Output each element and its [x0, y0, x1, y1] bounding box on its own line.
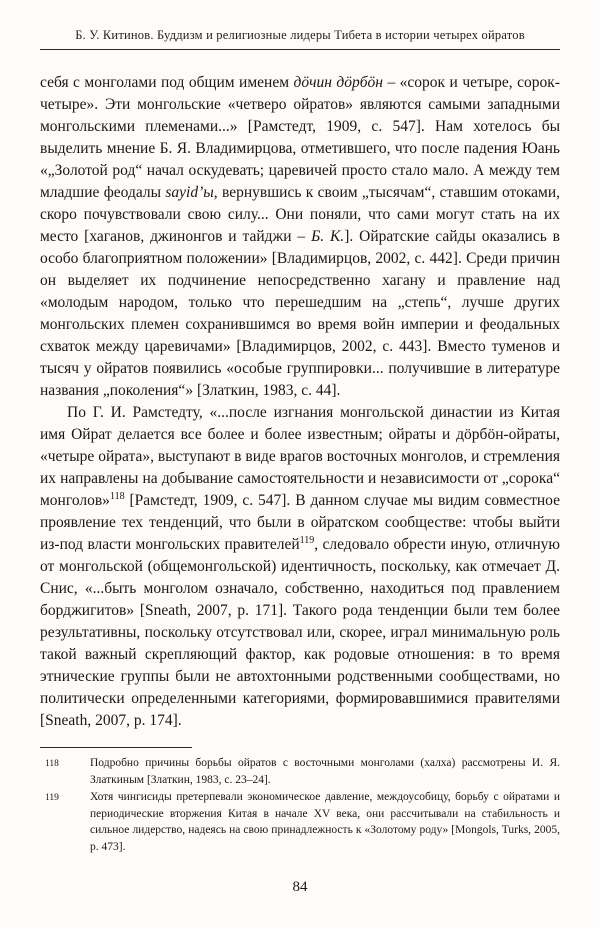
text-run: [Рамстедт, 1909, с. 547]. В данном случае мы видим совместное проявление тех тенденций, что были в ойратском сообществе: чтобы выйти из-под власти монгольских правителей: [40, 492, 560, 553]
text-run: ]. Ойратские сайды оказались в особо благоприятном положении» [Владимирцов, 2002, с. 442]. Среди причин он выделяет их подчинение непосредственно хагану и правление над «молодым народом, только что перешедшим на „степь“, лучше других монгольских племен сохранившимся во время войн империи и феодальных схваток между царевичами» [Владимирцов, 2002, с. 443]. Вместо туменов и тысяч у ойратов появились «особые группировки... получившие в литературе названия „поколения“» [Златкин, 1983, с. 44].: [40, 228, 560, 399]
paragraph: [40, 72, 560, 402]
text-run: , следовало обрести иную, отличную от монгольской (общемонгольской) идентичность, поскольку, как отмечает Д. Снис, «...быть монголом означало, собственно, находиться под правлением борджигитов» [Sneath, 2007, p. 171]. Такого рода тенденции были тем более результативны, поскольку отсутствовал или, скорее, играл минимальную роль такой важный скрепляющий фактор, как родовые отношения: в то время этнические группы были не автохтонными родственными сообществами, но политически определенными категориями, формировавшимися правителями [Sneath, 2007, p. 174].: [40, 536, 560, 729]
footnote-text: Хотя чингисиды претерпевали экономическое давление, междоусобицу, борьбу с ойратами и периодические вторжения Китая в начале XV века, они рассчитывали на стабильность и сильное лидерство, надеясь на свою принадлежность к «Золотому роду» [Mongols, Turks, 2005, p. 473].: [90, 791, 560, 853]
footnotes: [40, 755, 560, 855]
footnote-number: 119: [45, 793, 59, 803]
footnote: [40, 789, 560, 855]
footnote-number: 118: [45, 759, 59, 769]
text-run: Б. К.: [311, 228, 345, 245]
text-run: себя с монголами под общим именем: [40, 74, 294, 91]
footnote-text: Подробно причины борьбы ойратов с восточными монголами (халха) рассмотрены И. Я. Златкиным [Златкин, 1983, с. 23–24].: [90, 757, 560, 786]
text-run: дöчин дöрбöн: [293, 74, 383, 91]
footnote: [40, 755, 560, 788]
page-number: 84: [292, 879, 308, 895]
running-header: Б. У. Китинов. Буддизм и религиозные лидеры Тибета в истории четырех ойратов: [40, 28, 560, 50]
footnote-reference: 118: [109, 490, 125, 502]
text-run: sayid’ы: [165, 184, 214, 201]
text-run: По Г. И. Рамстедту, «...после изгнания монгольской династии из Китая имя Ойрат делается все более и более известным; ойраты и дöрбöн-ойраты, «четыре ойрата», выступают в виде врагов восточных монголов, и стремления их направлены на добывание самостоятельности и независимости от „сорока“ монголов»: [40, 404, 560, 509]
body-text: [40, 72, 560, 732]
footnote-separator: [40, 747, 192, 748]
text-run: , вернувшись к своим „тысячам“, ставшим отоками, скоро почувствовали свою силу... Они поняли, что сами могут стать на их место [хаганов, джинонгов и тайджи –: [40, 184, 560, 245]
text-run: – «сорок и четыре, сорок-четыре». Эти монгольские «четверо ойратов» являются самыми западными монгольскими племенами...» [Рамстедт, 1909, с. 547]. Нам хотелось бы выделить мнение Б. Я. Владимирцова, отметившего, что после падения Юань «„Золотой род“ начал оскудевать; царевичей просто стало мало. А между тем младшие феодалы: [40, 74, 560, 201]
footnote-reference: 119: [299, 534, 315, 546]
paragraph: [40, 402, 560, 732]
